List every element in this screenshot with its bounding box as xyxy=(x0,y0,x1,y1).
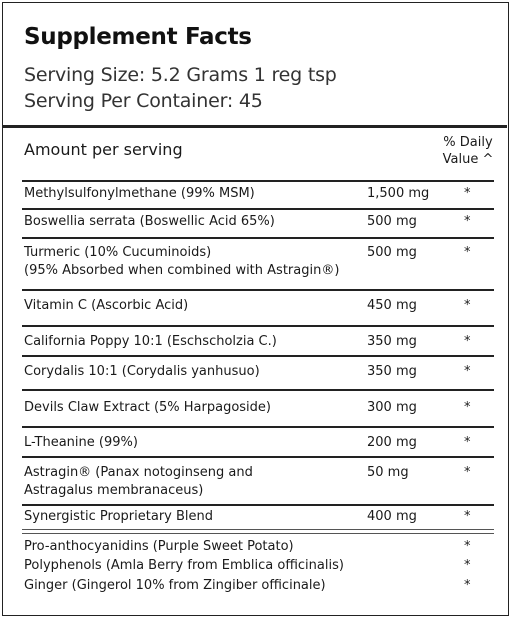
serving-size: Serving Size: 5.2 Grams 1 reg tsp xyxy=(24,64,337,86)
row-divider xyxy=(22,289,494,291)
blend-ingredient-name: Polyphenols (Amla Berry from Emblica officinalis) xyxy=(24,558,344,573)
row-divider xyxy=(22,325,494,327)
amount-per-serving-label: Amount per serving xyxy=(24,140,183,159)
ingredient-name: Astragin® (Panax notoginseng and xyxy=(24,465,253,480)
ingredient-name: Vitamin C (Ascorbic Acid) xyxy=(24,298,189,313)
ingredient-amount: 400 mg xyxy=(367,509,417,524)
daily-value-mark: * xyxy=(464,465,471,480)
daily-value-line1: % Daily xyxy=(443,135,493,150)
ingredient-amount: 50 mg xyxy=(367,465,409,480)
ingredient-amount: 450 mg xyxy=(367,298,417,313)
blend-divider xyxy=(22,529,494,534)
daily-value-mark: * xyxy=(464,509,471,524)
daily-value-mark: * xyxy=(464,435,471,450)
ingredient-name: Corydalis 10:1 (Corydalis yanhusuo) xyxy=(24,364,260,379)
row-divider xyxy=(22,456,494,458)
row-divider xyxy=(22,355,494,357)
ingredient-name: Turmeric (10% Cucuminoids) xyxy=(24,245,212,260)
ingredient-name: L-Theanine (99%) xyxy=(24,435,138,450)
ingredient-name: Devils Claw Extract (5% Harpagoside) xyxy=(24,400,271,415)
ingredient-amount: 500 mg xyxy=(367,214,417,229)
row-divider xyxy=(22,180,494,182)
daily-value-mark: * xyxy=(464,186,471,201)
ingredient-name-line2: Astragalus membranaceus) xyxy=(24,483,204,498)
daily-value-line2: Value ^ xyxy=(442,152,494,167)
row-divider xyxy=(22,426,494,428)
daily-value-mark: * xyxy=(464,558,471,573)
ingredient-name: Boswellia serrata (Boswellic Acid 65%) xyxy=(24,214,275,229)
servings-per-container: Serving Per Container: 45 xyxy=(24,90,263,112)
row-divider xyxy=(22,208,494,210)
ingredient-amount: 350 mg xyxy=(367,334,417,349)
ingredient-amount: 500 mg xyxy=(367,245,417,260)
daily-value-mark: * xyxy=(464,214,471,229)
daily-value-mark: * xyxy=(464,364,471,379)
header-divider xyxy=(2,125,507,128)
daily-value-mark: * xyxy=(464,298,471,313)
panel-title: Supplement Facts xyxy=(24,24,252,50)
blend-ingredient-name: Pro-anthocyanidins (Purple Sweet Potato) xyxy=(24,539,294,554)
daily-value-mark: * xyxy=(464,245,471,260)
ingredient-name-line2: (95% Absorbed when combined with Astragin®) xyxy=(24,263,340,278)
ingredient-amount: 200 mg xyxy=(367,435,417,450)
ingredient-amount: 350 mg xyxy=(367,364,417,379)
daily-value-mark: * xyxy=(464,334,471,349)
ingredient-name: Synergistic Proprietary Blend xyxy=(24,509,214,524)
daily-value-header xyxy=(438,134,498,168)
daily-value-mark: * xyxy=(464,539,471,554)
ingredient-amount: 300 mg xyxy=(367,400,417,415)
daily-value-mark: * xyxy=(464,578,471,593)
ingredient-name: Methylsulfonylmethane (99% MSM) xyxy=(24,186,255,201)
row-divider xyxy=(22,389,494,391)
ingredient-amount: 1,500 mg xyxy=(367,186,430,201)
row-divider xyxy=(22,237,494,239)
blend-ingredient-name: Ginger (Gingerol 10% from Zingiber officinale) xyxy=(24,578,326,593)
ingredient-name: California Poppy 10:1 (Eschscholzia C.) xyxy=(24,334,277,349)
row-divider xyxy=(22,504,494,506)
daily-value-mark: * xyxy=(464,400,471,415)
